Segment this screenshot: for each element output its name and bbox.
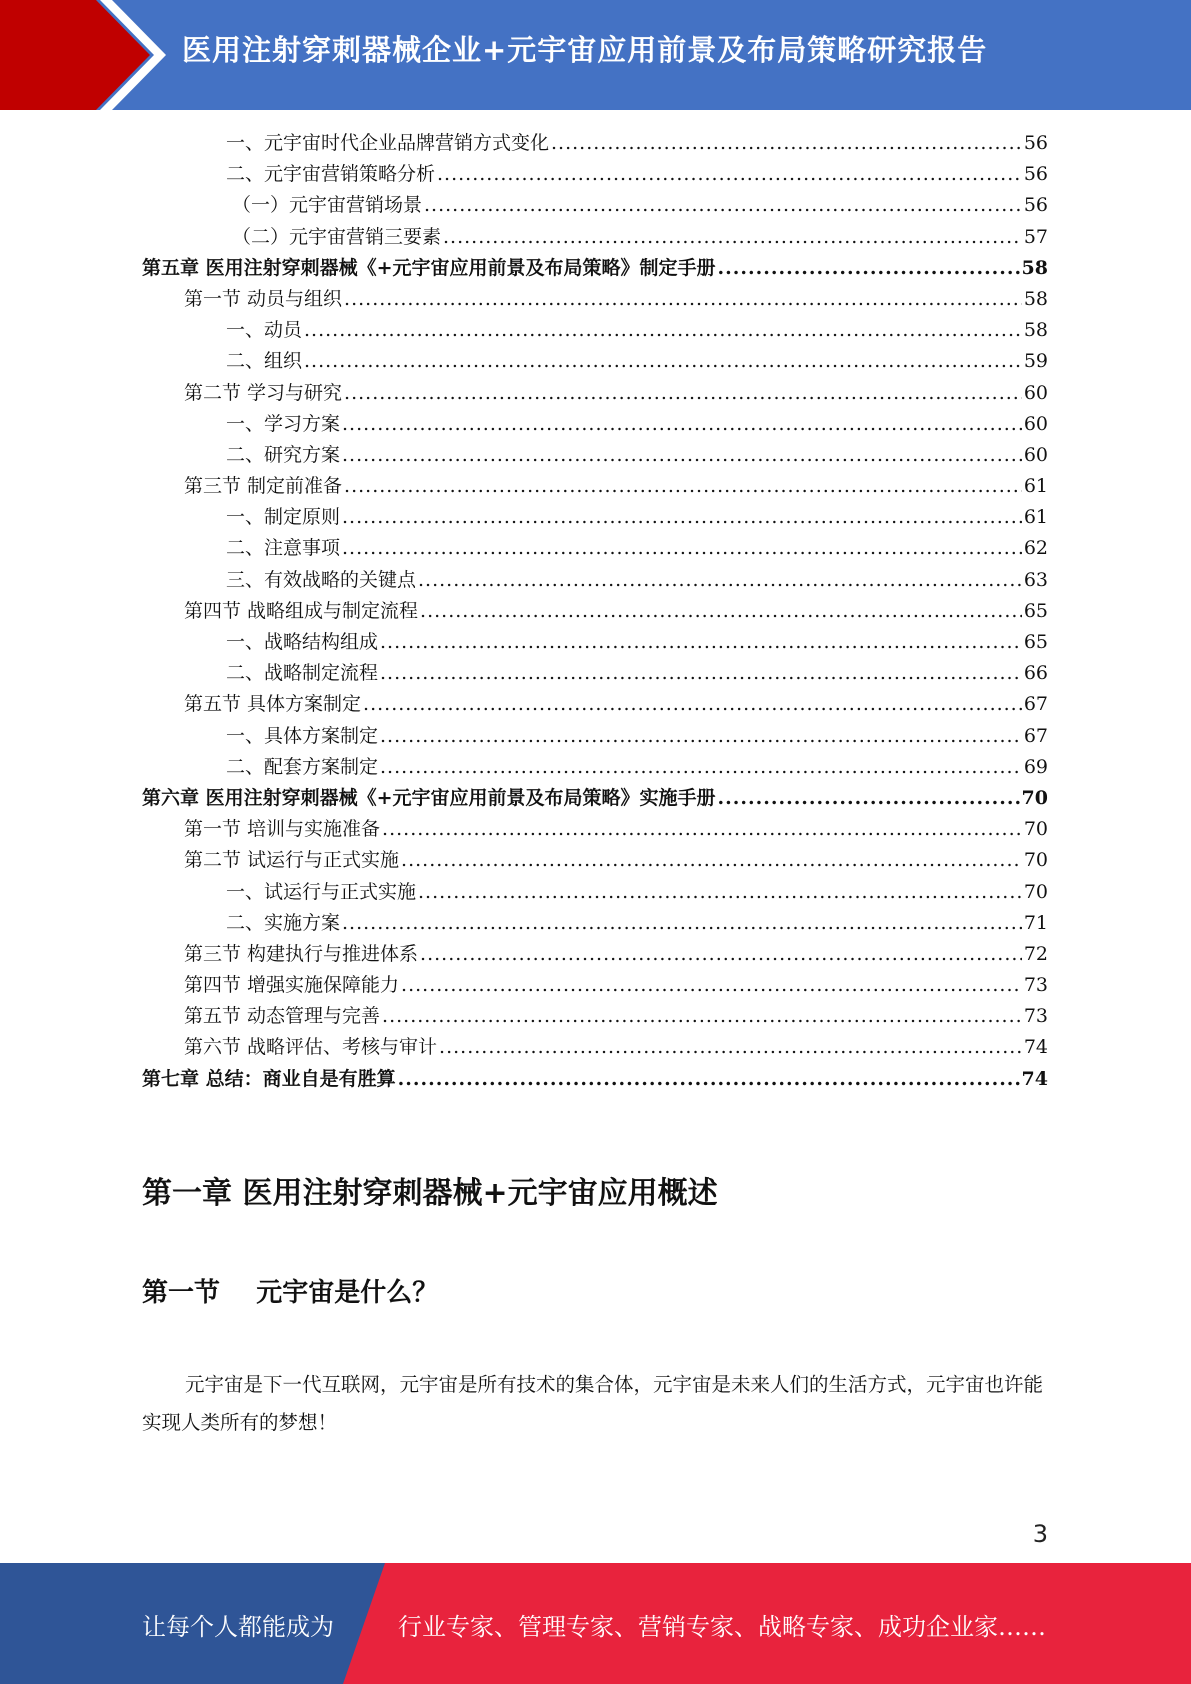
header-title: 医用注射穿刺器械企业+元宇宙应用前景及布局策略研究报告 (182, 33, 988, 67)
toc-entry-page: 60 (1023, 412, 1048, 435)
toc-leader-dots (304, 350, 1022, 372)
toc-entry[interactable] (142, 378, 1048, 409)
toc-entry-page: 73 (1023, 1005, 1048, 1028)
toc-leader-dots (342, 506, 1022, 528)
toc-entry-page: 70 (1023, 818, 1048, 841)
toc-leader-dots (718, 257, 1020, 279)
toc-entry-page: 60 (1023, 381, 1048, 404)
toc-leader-dots (344, 382, 1022, 404)
footer-slogan-left: 让每个人都能成为 (142, 1613, 334, 1641)
toc-entry-title: 一、制定原则 (226, 506, 341, 529)
toc-leader-dots (718, 787, 1020, 809)
toc-leader-dots (380, 662, 1022, 684)
toc-leader-dots (418, 569, 1022, 591)
toc-leader-dots (551, 132, 1022, 154)
toc-entry-title: 一、具体方案制定 (226, 724, 379, 747)
toc-entry-page: 72 (1023, 942, 1048, 965)
toc-entry-title: （二）元宇宙营销三要素 (232, 225, 442, 248)
toc-entry-page: 61 (1023, 506, 1048, 529)
toc-entry-title: 一、动员 (226, 319, 303, 342)
toc-leader-dots (398, 1068, 1020, 1090)
toc-entry-page: 56 (1023, 132, 1048, 154)
toc-entry-page: 65 (1023, 599, 1048, 622)
header-banner (0, 0, 1191, 110)
toc-entry-title: 第五节 动态管理与完善 (184, 1005, 381, 1028)
body-paragraph: 元宇宙是下一代互联网，元宇宙是所有技术的集合体，元宇宙是未来人们的生活方式，元宇宙也许能实现人类所有的梦想！ (142, 1373, 1044, 1434)
toc-entry[interactable] (142, 533, 1048, 564)
toc-entry-title: 第五章 医用注射穿刺器械《+元宇宙应用前景及布局策略》制定手册 (142, 256, 716, 279)
toc-entry[interactable] (142, 783, 1048, 814)
toc-entry-title: 第五节 具体方案制定 (184, 693, 362, 716)
toc-entry-page: 56 (1023, 163, 1048, 186)
toc-leader-dots (342, 413, 1022, 435)
toc-leader-dots (424, 194, 1022, 216)
toc-entry-title: 二、配套方案制定 (226, 755, 379, 778)
toc-entry[interactable] (142, 658, 1048, 689)
toc-entry-page: 74 (1021, 1067, 1048, 1090)
toc-leader-dots (437, 163, 1022, 185)
toc-entry[interactable] (142, 222, 1048, 253)
toc-entry[interactable] (142, 565, 1048, 596)
toc-leader-dots (418, 881, 1022, 903)
toc-entry[interactable] (142, 752, 1048, 783)
toc-entry-title: 一、元宇宙时代企业品牌营销方式变化 (226, 132, 550, 154)
toc-entry[interactable] (142, 440, 1048, 471)
toc-leader-dots (401, 974, 1022, 996)
toc-leader-dots (382, 818, 1022, 840)
toc-leader-dots (380, 631, 1022, 653)
toc-leader-dots (342, 537, 1022, 559)
section-heading: 第一节 元宇宙是什么？ (142, 1278, 439, 1308)
toc-entry-page: 58 (1023, 287, 1048, 310)
toc-entry[interactable] (142, 471, 1048, 502)
toc-entry[interactable] (142, 128, 1048, 159)
toc-entry[interactable] (142, 159, 1048, 190)
toc-leader-dots (420, 943, 1022, 965)
toc-leader-dots (344, 475, 1022, 497)
toc-entry[interactable] (142, 253, 1048, 284)
toc-entry-title: 二、实施方案 (226, 911, 341, 934)
toc-entry[interactable] (142, 721, 1048, 752)
toc-entry-page: 63 (1023, 568, 1048, 591)
toc-entry-page: 58 (1021, 256, 1048, 279)
toc-entry-title: （一）元宇宙营销场景 (232, 194, 423, 217)
toc-entry-title: 一、战略结构组成 (226, 631, 379, 653)
toc-entry-title: 二、注意事项 (226, 537, 341, 560)
toc-entry-page: 61 (1023, 475, 1048, 498)
toc-entry-page: 66 (1023, 662, 1048, 685)
toc-entry-title: 第六节 战略评估、考核与审计 (184, 1036, 438, 1059)
toc-entry-title: 第三节 制定前准备 (184, 475, 343, 498)
toc-leader-dots (363, 693, 1022, 715)
toc-entry-page: 70 (1023, 849, 1048, 872)
toc-leader-dots (344, 288, 1022, 310)
toc-entry[interactable] (142, 627, 1048, 658)
toc-leader-dots (382, 1005, 1022, 1027)
toc-entry-title: 一、试运行与正式实施 (226, 880, 417, 903)
toc-entry[interactable] (142, 845, 1048, 876)
toc-entry[interactable] (142, 346, 1048, 377)
toc-entry-page: 67 (1023, 724, 1048, 747)
table-of-contents (142, 128, 1048, 1095)
toc-entry[interactable] (142, 939, 1048, 970)
toc-leader-dots (380, 725, 1022, 747)
toc-entry-page: 56 (1023, 194, 1048, 217)
toc-entry-page: 62 (1023, 537, 1048, 560)
toc-entry-title: 第四节 战略组成与制定流程 (184, 599, 419, 622)
toc-entry-title: 三、有效战略的关键点 (226, 568, 417, 591)
toc-entry[interactable] (142, 409, 1048, 440)
toc-entry[interactable] (142, 814, 1048, 845)
toc-entry-page: 57 (1023, 225, 1048, 248)
toc-leader-dots (443, 226, 1022, 248)
page-number: 3 (1032, 1520, 1048, 1548)
toc-entry[interactable] (142, 315, 1048, 346)
toc-leader-dots (439, 1036, 1022, 1058)
toc-entry-title: 第六章 医用注射穿刺器械《+元宇宙应用前景及布局策略》实施手册 (142, 786, 716, 809)
toc-entry-title: 一、学习方案 (226, 412, 341, 435)
toc-entry-page: 73 (1023, 974, 1048, 997)
toc-entry-page: 58 (1023, 319, 1048, 342)
toc-entry[interactable] (142, 689, 1048, 720)
toc-entry-title: 第四节 增强实施保障能力 (184, 974, 400, 997)
toc-entry-page: 59 (1023, 350, 1048, 373)
toc-entry[interactable] (142, 596, 1048, 627)
toc-entry-title: 第二节 学习与研究 (184, 381, 343, 404)
toc-entry-page: 74 (1023, 1036, 1048, 1059)
toc-leader-dots (380, 756, 1022, 778)
toc-leader-dots (304, 319, 1022, 341)
toc-entry-title: 二、研究方案 (226, 443, 341, 466)
toc-entry[interactable] (142, 908, 1048, 939)
toc-leader-dots (420, 600, 1022, 622)
toc-entry[interactable] (142, 284, 1048, 315)
toc-entry-title: 第一节 培训与实施准备 (184, 818, 381, 841)
toc-entry-page: 67 (1023, 693, 1048, 716)
toc-entry-title: 第一节 动员与组织 (184, 287, 343, 310)
toc-entry[interactable] (142, 1001, 1048, 1032)
toc-leader-dots (401, 849, 1022, 871)
toc-entry-title: 第二节 试运行与正式实施 (184, 849, 400, 872)
toc-entry-page: 60 (1023, 443, 1048, 466)
toc-entry-page: 71 (1023, 911, 1048, 934)
chapter-heading: 第一章 医用注射穿刺器械+元宇宙应用概述 (142, 1176, 718, 1211)
footer-slogan-right: 行业专家、管理专家、营销专家、战略专家、成功企业家…… (398, 1613, 1046, 1641)
toc-entry-page: 69 (1023, 755, 1048, 778)
toc-entry-title: 二、战略制定流程 (226, 662, 379, 685)
toc-entry-page: 70 (1023, 880, 1048, 903)
toc-entry-title: 第七章 总结：商业自是有胜算 (142, 1067, 396, 1090)
toc-entry-title: 第三节 构建执行与推进体系 (184, 942, 419, 965)
toc-entry[interactable] (142, 877, 1048, 908)
toc-entry[interactable] (142, 970, 1048, 1001)
toc-entry-page: 70 (1021, 786, 1048, 809)
toc-leader-dots (342, 444, 1022, 466)
toc-entry-title: 二、组织 (226, 350, 303, 373)
toc-entry-page: 65 (1023, 631, 1048, 653)
toc-entry[interactable] (142, 1064, 1048, 1095)
toc-entry[interactable] (142, 502, 1048, 533)
toc-leader-dots (342, 912, 1022, 934)
footer-banner (0, 1563, 1191, 1684)
toc-entry[interactable] (142, 190, 1048, 221)
toc-entry[interactable] (142, 1032, 1048, 1063)
toc-entry-title: 二、元宇宙营销策略分析 (226, 163, 436, 186)
